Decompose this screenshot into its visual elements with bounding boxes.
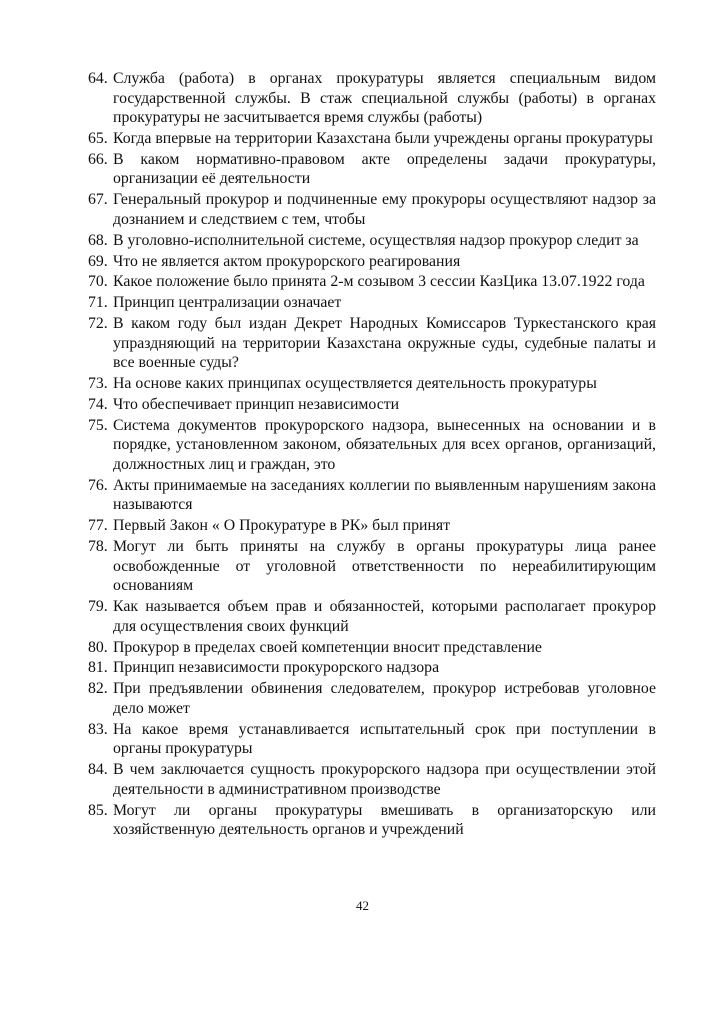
question-number: 81. <box>88 659 108 677</box>
question-number: 77. <box>88 517 108 535</box>
list-item <box>88 597 656 636</box>
question-number: 66. <box>88 150 108 168</box>
question-text: Система документов прокурорского надзора, вынесенных на основании и в порядке, установленном законом, обязательных для всех органов, организаций, должностных лиц и граждан, это <box>113 416 656 474</box>
list-item <box>88 150 656 189</box>
question-number: 67. <box>88 191 108 209</box>
list-item <box>88 638 656 658</box>
list-item <box>88 314 656 373</box>
question-text: Могут ли органы прокуратуры вмешивать в организаторскую или хозяйственную деятельность органов и учреждений <box>113 801 656 839</box>
question-text: Что не является актом прокурорского реагирования <box>113 252 461 270</box>
question-text: В каком году был издан Декрет Народных Комиссаров Туркестанского края упраздняющий на территории Казахстана окружные суды, судебные палаты и все военные суды? <box>113 315 656 372</box>
list-item <box>88 231 656 251</box>
question-number: 79. <box>88 598 108 616</box>
question-number: 83. <box>88 720 108 738</box>
question-number: 70. <box>88 273 108 291</box>
list-item <box>88 252 656 272</box>
question-text: Когда впервые на территории Казахстана были учреждены органы прокуратуры <box>113 130 653 148</box>
question-number: 76. <box>88 476 108 494</box>
list-item <box>88 395 656 415</box>
list-item <box>88 129 656 149</box>
question-text: Акты принимаемые на заседаниях коллегии по выявленным нарушениям закона называются <box>113 476 656 514</box>
question-text: На основе каких принципах осуществляется деятельность прокуратуры <box>113 375 597 393</box>
question-text: Как называется объем прав и обязанностей, которыми располагает прокурор для осуществления своих функций <box>113 598 656 635</box>
question-number: 69. <box>88 252 108 270</box>
question-number: 75. <box>88 416 108 434</box>
list-item <box>88 272 656 292</box>
question-number: 82. <box>88 680 108 698</box>
list-item <box>88 516 656 536</box>
question-text: Первый Закон « О Прокуратуре в РК» был принят <box>113 517 451 535</box>
list-item <box>88 760 656 799</box>
question-text: Генеральный прокурор и подчиненные ему прокуроры осуществляют надзор за дознанием и следствием с тем, чтобы <box>113 191 656 228</box>
question-number: 84. <box>88 761 108 779</box>
question-list <box>88 69 656 841</box>
list-item <box>88 374 656 394</box>
page-number: 42 <box>356 898 369 913</box>
question-text: Принцип централизации означает <box>113 294 342 312</box>
question-number: 64. <box>88 70 108 87</box>
question-text: Служба (работа) в органах прокуратуры является специальным видом государственной службы. В стаж специальной службы (работы) в органах прокуратуры не засчитывается время службы (работы) <box>113 70 656 127</box>
question-number: 68. <box>88 231 108 249</box>
question-text: Прокурор в пределах своей компетенции вносит представление <box>113 638 542 656</box>
question-text: При предъявлении обвинения следователем, прокурор истребовав уголовное дело может <box>113 680 656 717</box>
question-text: Что обеспечивает принцип независимости <box>113 396 400 413</box>
question-text: Какое положение было принята 2-м созывом 3 сессии КазЦика 13.07.1922 года <box>113 273 645 291</box>
question-number: 78. <box>88 538 108 556</box>
list-item <box>88 801 656 840</box>
list-item <box>88 679 656 718</box>
question-text: В чем заключается сущность прокурорского надзора при осуществлении этой деятельности в административном производстве <box>113 761 656 798</box>
question-number: 74. <box>88 396 108 413</box>
list-item <box>88 658 656 678</box>
list-item <box>88 537 656 596</box>
question-number: 71. <box>88 294 108 312</box>
list-item <box>88 69 656 128</box>
question-text: В каком нормативно-правовом акте определены задачи прокуратуры, организации её деятельности <box>113 150 656 188</box>
list-item <box>88 190 656 229</box>
list-item <box>88 476 656 515</box>
question-number: 73. <box>88 375 108 393</box>
question-text: Принцип независимости прокурорского надзора <box>113 659 440 677</box>
question-number: 72. <box>88 315 108 333</box>
question-text: Могут ли быть приняты на службу в органы прокуратуры лица ранее освобожденные от уголовной ответственности по нереабилитирующим основаниям <box>113 538 656 595</box>
question-number: 65. <box>88 130 108 148</box>
list-item <box>88 416 656 475</box>
question-number: 80. <box>88 638 108 656</box>
question-text: На какое время устанавливается испытательный срок при поступлении в органы прокуратуры <box>113 720 656 758</box>
question-text: В уголовно-исполнительной системе, осуществляя надзор прокурор следит за <box>113 231 639 249</box>
question-number: 85. <box>88 801 108 819</box>
list-item <box>88 720 656 759</box>
list-item <box>88 293 656 313</box>
